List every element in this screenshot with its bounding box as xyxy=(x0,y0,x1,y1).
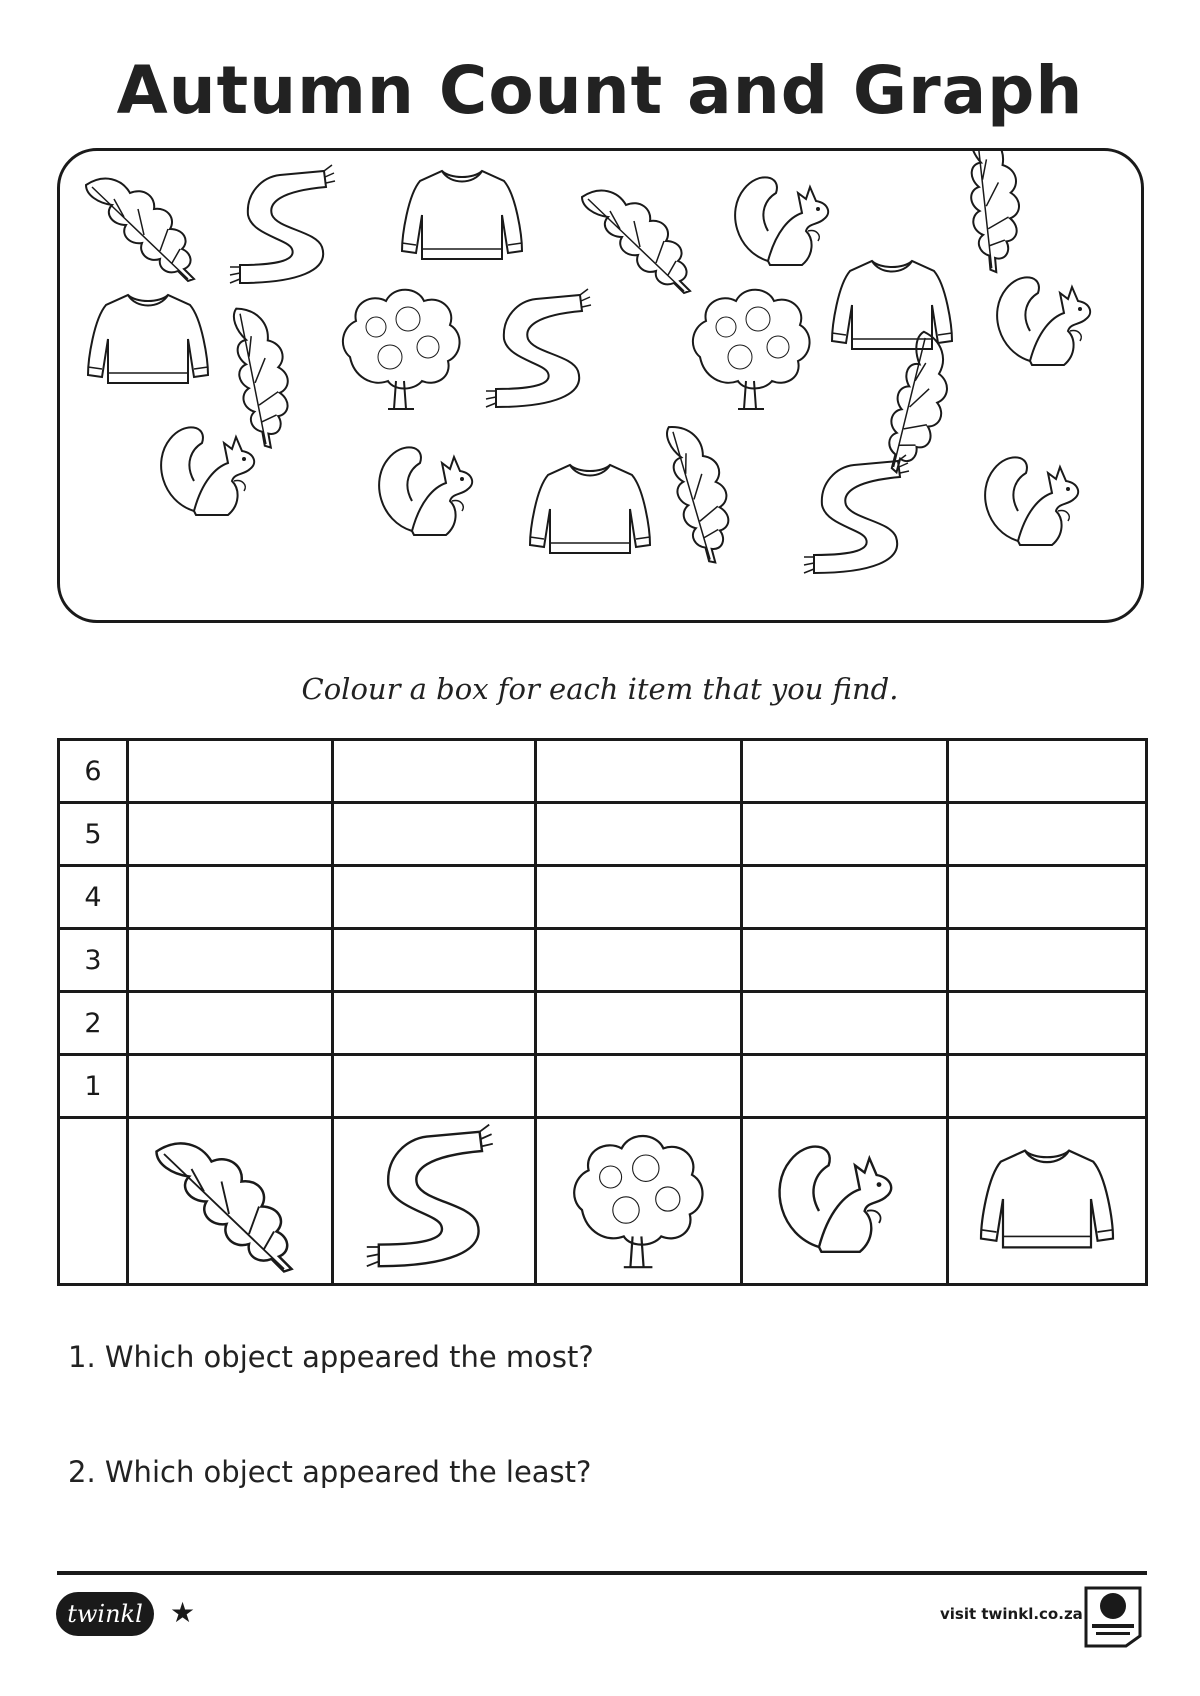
graph-box[interactable] xyxy=(333,1055,536,1118)
visit-link[interactable]: visit twinkl.co.za xyxy=(940,1605,1083,1623)
page-title: Autumn Count and Graph xyxy=(116,52,1084,129)
graph-box[interactable] xyxy=(128,992,333,1055)
leaf-icon xyxy=(86,179,194,281)
scarf-icon xyxy=(486,289,591,407)
squirrel-icon xyxy=(780,1147,892,1252)
graph-row xyxy=(59,992,1147,1055)
graph-box[interactable] xyxy=(128,803,333,866)
row-label: 6 xyxy=(59,740,128,803)
row-label: 4 xyxy=(59,866,128,929)
column-scarf xyxy=(333,1118,536,1285)
graph-box[interactable] xyxy=(333,866,536,929)
tree-icon xyxy=(574,1136,702,1267)
graph-box[interactable] xyxy=(536,1055,742,1118)
graph-box[interactable] xyxy=(128,1055,333,1118)
graph-box[interactable] xyxy=(742,866,948,929)
jumper-icon xyxy=(530,465,650,553)
jumper-icon xyxy=(402,171,522,259)
graph-box[interactable] xyxy=(948,1055,1147,1118)
graph-box[interactable] xyxy=(742,1055,948,1118)
graph-box[interactable] xyxy=(333,929,536,992)
scarf-icon xyxy=(367,1125,493,1267)
question-most: 1. Which object appeared the most? xyxy=(68,1340,594,1374)
column-tree xyxy=(536,1118,742,1285)
quality-seal-icon xyxy=(1082,1584,1144,1650)
instruction-text: Colour a box for each item that you find. xyxy=(301,672,899,706)
squirrel-icon xyxy=(161,427,254,515)
graph-box[interactable] xyxy=(742,992,948,1055)
column-leaf xyxy=(128,1118,333,1285)
graph-box[interactable] xyxy=(536,929,742,992)
graph-box[interactable] xyxy=(128,740,333,803)
leaf-icon xyxy=(621,422,766,565)
squirrel-icon xyxy=(735,177,828,265)
graph-box[interactable] xyxy=(948,803,1147,866)
question-least: 2. Which object appeared the least? xyxy=(68,1455,592,1489)
tree-icon xyxy=(343,290,460,409)
graph-box[interactable] xyxy=(536,866,742,929)
graph-box[interactable] xyxy=(948,929,1147,992)
jumper-icon xyxy=(981,1151,1113,1248)
empty-corner xyxy=(59,1118,128,1285)
row-label: 5 xyxy=(59,803,128,866)
star-icon: ★ xyxy=(170,1596,196,1629)
row-label: 2 xyxy=(59,992,128,1055)
squirrel-icon xyxy=(379,447,472,535)
graph-box[interactable] xyxy=(536,803,742,866)
count-graph xyxy=(57,738,1148,1286)
row-label: 3 xyxy=(59,929,128,992)
autumn-items-picture xyxy=(57,148,1144,623)
tree-icon xyxy=(693,290,810,409)
squirrel-icon xyxy=(997,277,1090,365)
squirrel-icon xyxy=(985,457,1078,545)
graph-box[interactable] xyxy=(948,992,1147,1055)
leaf-icon xyxy=(912,151,1061,274)
graph-box[interactable] xyxy=(128,929,333,992)
graph-box[interactable] xyxy=(536,740,742,803)
twinkl-logo: twinkl xyxy=(56,1592,154,1636)
graph-row xyxy=(59,866,1147,929)
graph-box[interactable] xyxy=(742,929,948,992)
graph-box[interactable] xyxy=(536,992,742,1055)
graph-box[interactable] xyxy=(333,740,536,803)
leaf-icon xyxy=(582,191,690,293)
graph-box[interactable] xyxy=(128,866,333,929)
leaf-icon xyxy=(841,329,984,474)
jumper-icon xyxy=(832,261,952,349)
graph-icon-row xyxy=(59,1118,1147,1285)
graph-box[interactable] xyxy=(742,803,948,866)
leaf-icon xyxy=(157,1143,292,1271)
column-squirrel xyxy=(742,1118,948,1285)
graph-row xyxy=(59,740,1147,803)
column-jumper xyxy=(948,1118,1147,1285)
scarf-icon xyxy=(804,455,909,573)
graph-box[interactable] xyxy=(948,866,1147,929)
graph-box[interactable] xyxy=(948,740,1147,803)
graph-box[interactable] xyxy=(333,803,536,866)
footer-divider xyxy=(57,1571,1147,1575)
graph-row xyxy=(59,1055,1147,1118)
scarf-icon xyxy=(230,165,335,283)
jumper-icon xyxy=(88,295,208,383)
graph-row xyxy=(59,803,1147,866)
graph-box[interactable] xyxy=(742,740,948,803)
graph-row xyxy=(59,929,1147,992)
graph-box[interactable] xyxy=(333,992,536,1055)
row-label: 1 xyxy=(59,1055,128,1118)
